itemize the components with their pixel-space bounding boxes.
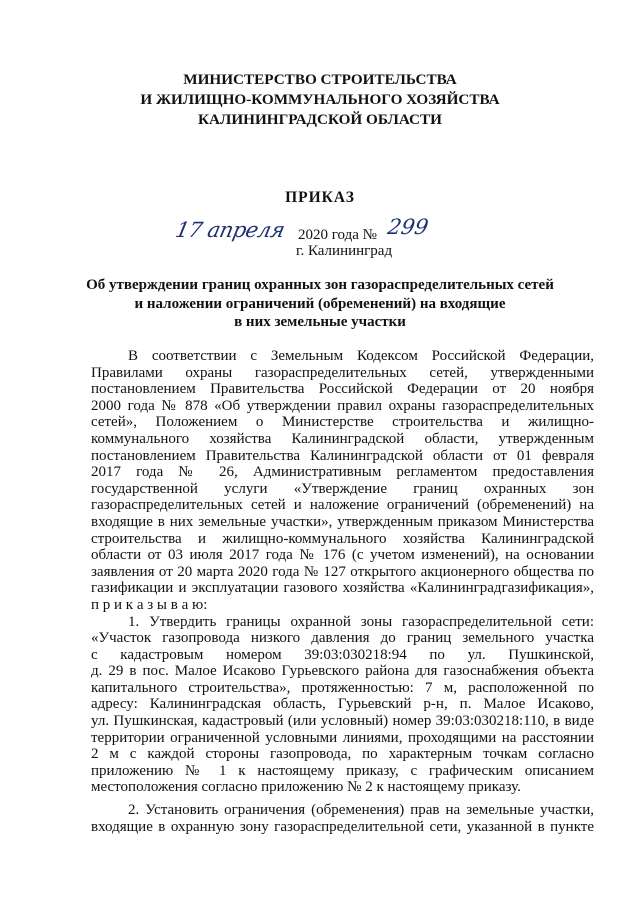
body-line: приложению № 1 к настоящему приказу, с графическим описанием [91,762,594,779]
body-line: 2017 года № 26, Административным регламентом предоставления [91,464,594,481]
body-line: газораспределительных сетей и наложение ограничений (обременений) на [91,497,594,514]
ministry-line-1: МИНИСТЕРСТВО СТРОИТЕЛЬСТВА [183,71,457,88]
body-line: коммунального хозяйства Калининградской области, утвержденным [91,430,594,447]
order-subject [80,276,560,332]
body-line: Правилами охраны газораспределительных сетей, утвержденными [91,364,594,381]
body-line: заявления от 20 марта 2020 года № 127 открытого акционерного общества по [91,563,594,580]
order-title: ПРИКАЗ [285,189,355,206]
body-line: территории ограниченной условными линиями, проходящими на расстоянии [91,729,594,746]
ministry-line-2: И ЖИЛИЩНО-КОММУНАЛЬНОГО ХОЗЯЙСТВА [140,91,500,108]
order-body [91,348,594,835]
body-line: с кадастровым номером 39:03:030218:94 по ул. Пушкинской, [91,646,594,663]
body-line: ул. Пушкинская, кадастровый (или условный) номер 39:03:030218:110, в виде [91,713,594,730]
ministry-header [100,70,540,130]
ministry-line-3: КАЛИНИНГРАДСКОЙ ОБЛАСТИ [198,111,442,128]
subject-line-3: в них земельные участки [234,314,406,330]
body-line: входящие в охранную зону газораспределительной сети, указанной в пункте [91,818,594,835]
handwritten-order-number: 299 [385,215,431,239]
handwritten-date: 17 апреля [173,218,287,242]
body-line: д. 29 в пос. Малое Исаково Гурьевского района для газоснабжения объекта [91,663,594,680]
body-line: сетей», Положением о Министерстве строительства и жилищно- [91,414,594,431]
subject-line-1: Об утверждении границ охранных зон газораспределительных сетей [86,277,554,293]
body-line: постановлением Правительства Российской Федерации от 20 ноября [91,381,594,398]
body-line: п р и к а з ы в а ю: [91,596,208,613]
body-line: государственной услуги «Утверждение границ охранных зон [91,480,594,497]
body-line: капитального строительства», протяженностью: 7 м, расположенной по [91,679,594,696]
order-year-text: 2020 года № [298,227,377,243]
body-line: «Участок газопровода низкого давления до границ земельного участка [91,630,594,647]
body-line: входящие в них земельные участки», утвержденным приказом Министерства [91,513,594,530]
body-line: В соответствии с Земельным Кодексом Российской Федерации, [128,348,594,364]
body-line: 2000 года № 878 «Об утверждении правил охраны газораспределительных [91,397,594,414]
body-line: газификации и эксплуатации газового хозяйства «Калининградгазификация», [91,580,594,597]
body-line: местоположения согласно приложению № 2 к настоящему приказу. [91,779,521,796]
body-line: 2. Установить ограничения (обременения) прав на земельные участки, [128,802,594,819]
body-line: строительства и жилищно-коммунального хозяйства Калининградской [91,530,594,547]
body-line: области от 03 июля 2017 года № 176 (с учетом изменений), на основании [91,547,594,564]
order-city: г. Калининград [296,243,393,259]
body-line: постановлением Правительства Калининградской области от 01 февраля [91,447,594,464]
body-line: 2 м с каждой стороны газопровода, по характерным точкам согласно [91,746,594,763]
body-line: 1. Утвердить границы охранной зоны газораспределительной сети: [128,613,594,630]
body-line: адресу: Калининградская область, Гурьевский р-н, п. Малое Исаково, [91,696,594,713]
subject-line-2: и наложении ограничений (обременений) на входящие [134,295,506,312]
